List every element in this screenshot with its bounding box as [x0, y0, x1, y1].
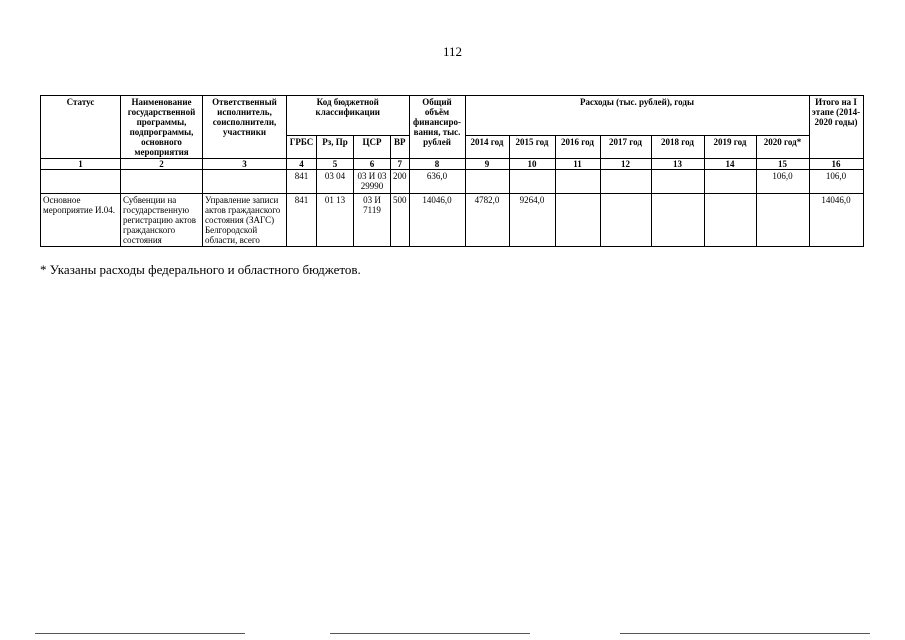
year-cell: [651, 194, 704, 247]
column-number: 12: [600, 159, 651, 170]
budget-table: [40, 95, 864, 247]
column-number: 11: [555, 159, 600, 170]
column-number: 2: [121, 159, 203, 170]
year-cell: 9264,0: [509, 194, 555, 247]
scan-line-left: [35, 633, 245, 634]
rz-pr-cell: 01 13: [317, 194, 354, 247]
column-number: 10: [509, 159, 555, 170]
stage-total-cell: 106,0: [809, 170, 863, 194]
grbs-cell: 841: [287, 170, 317, 194]
header-year-2020: 2020 год*: [756, 136, 809, 159]
column-number: 1: [41, 159, 121, 170]
year-cell: [555, 194, 600, 247]
column-number: 7: [391, 159, 410, 170]
column-number: 9: [465, 159, 509, 170]
scan-line-middle: [330, 633, 530, 634]
status-cell: [41, 170, 121, 194]
name-cell: Субвенции на государственную регистрацию актов гражданского состояния: [121, 194, 203, 247]
stage-total-cell: 14046,0: [809, 194, 863, 247]
column-number: 16: [809, 159, 863, 170]
footnote: * Указаны расходы федерального и областного бюджетов.: [40, 262, 361, 277]
table-row: [41, 194, 864, 247]
header-year-2014: 2014 год: [465, 136, 509, 159]
header-year-2018: 2018 год: [651, 136, 704, 159]
header-vr: ВР: [391, 136, 410, 159]
year-cell: [600, 194, 651, 247]
vr-cell: 500: [391, 194, 410, 247]
column-number-row: [41, 159, 864, 170]
name-cell: [121, 170, 203, 194]
total-cell: 636,0: [409, 170, 465, 194]
column-number: 3: [203, 159, 287, 170]
year-cell: [704, 194, 756, 247]
column-number: 13: [651, 159, 704, 170]
header-status: Статус: [41, 96, 121, 159]
header-expenses: Расходы (тыс. рублей), годы: [465, 96, 809, 136]
responsible-cell: [203, 170, 287, 194]
page-number: 112: [442, 44, 463, 59]
column-number: 4: [287, 159, 317, 170]
header-stage-total: Итого на I этапе (2014-2020 годы): [809, 96, 863, 159]
header-rz-pr: Рз, Пр: [317, 136, 354, 159]
csr-cell: 03 И 03 29990: [354, 170, 391, 194]
header-responsible: Ответственный исполнитель, соисполнители, участники: [203, 96, 287, 159]
year-cell: [600, 170, 651, 194]
year-cell: 4782,0: [465, 194, 509, 247]
year-cell: [704, 170, 756, 194]
year-cell: [465, 170, 509, 194]
year-cell: [509, 170, 555, 194]
header-row-1: [41, 96, 864, 136]
total-cell: 14046,0: [409, 194, 465, 247]
column-number: 8: [409, 159, 465, 170]
column-number: 15: [756, 159, 809, 170]
header-budget-code: Код бюджетной классификации: [287, 96, 410, 136]
vr-cell: 200: [391, 170, 410, 194]
column-number: 14: [704, 159, 756, 170]
year-cell: [555, 170, 600, 194]
header-grbs: ГРБС: [287, 136, 317, 159]
header-year-2016: 2016 год: [555, 136, 600, 159]
year-cell: 106,0: [756, 170, 809, 194]
status-cell: Основное мероприятие И.04.: [41, 194, 121, 247]
column-number: 6: [354, 159, 391, 170]
scan-line-right: [620, 633, 870, 634]
header-csr: ЦСР: [354, 136, 391, 159]
header-total-volume: Общий объём финансиро-вания, тыс. рублей: [409, 96, 465, 159]
responsible-cell: Управление записи актов гражданского состояния (ЗАГС) Белгородской области, всего: [203, 194, 287, 247]
header-name: Наименование государственной программы, подпрограммы, основного мероприятия: [121, 96, 203, 159]
table-row: [41, 170, 864, 194]
rz-pr-cell: 03 04: [317, 170, 354, 194]
year-cell: [756, 194, 809, 247]
year-cell: [651, 170, 704, 194]
header-year-2019: 2019 год: [704, 136, 756, 159]
header-year-2015: 2015 год: [509, 136, 555, 159]
grbs-cell: 841: [287, 194, 317, 247]
column-number: 5: [317, 159, 354, 170]
csr-cell: 03 И 7119: [354, 194, 391, 247]
header-year-2017: 2017 год: [600, 136, 651, 159]
